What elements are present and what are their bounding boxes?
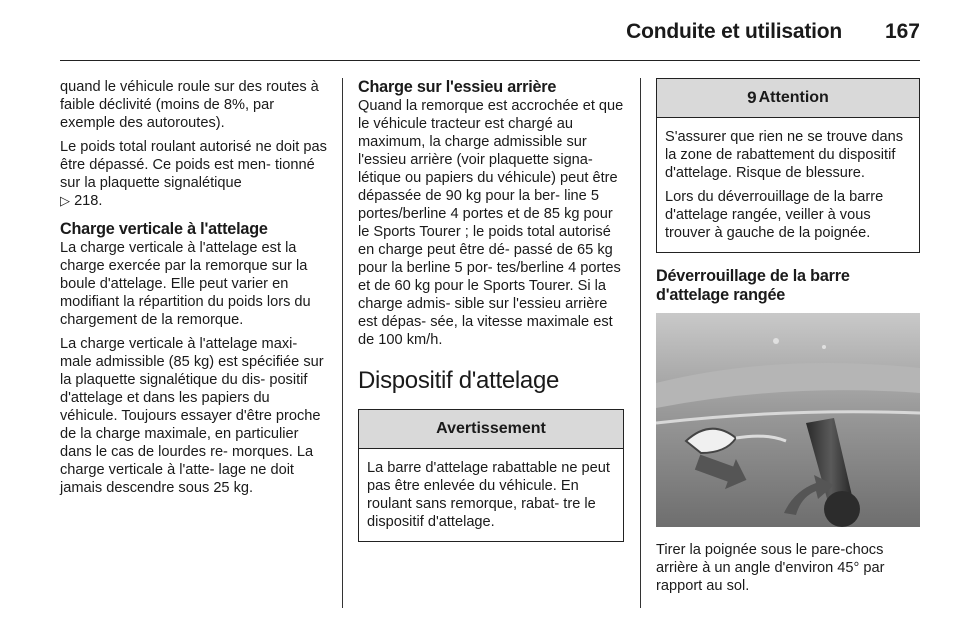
attention-text: S'assurer que rien ne se trouve dans la zone de rabattement du dispositif d'attelage. Risque de blessure. xyxy=(665,129,904,181)
instruction-text: Tirer la poignée sous le pare-chocs arrière à un angle d'environ 45° par rapport au sol. xyxy=(656,542,885,594)
attention-text: Lors du déverrouillage de la barre d'attelage rangée, veiller à vous trouver à gauche de la poignée. xyxy=(665,189,884,241)
paragraph: Le poids total roulant autorisé ne doit pas être dépassé. Ce poids est men- tionné sur la plaquette signalétique ▷ 218. xyxy=(60,139,327,209)
section-heading: Charge sur l'essieu arrière xyxy=(358,78,557,96)
towbar-handle-photo xyxy=(656,313,920,527)
section-heading: Charge verticale à l'attelage xyxy=(60,220,268,238)
column-right xyxy=(656,78,920,601)
section-heading: Déverrouillage de la barre d'attelage rangée xyxy=(656,267,850,304)
paragraph: quand le véhicule roule sur des routes à faible déclivité (moins de 8%, par exemple des autoroutes). xyxy=(60,79,319,131)
notice-box xyxy=(358,409,624,542)
page-reference[interactable]: 218. xyxy=(74,193,103,209)
paragraph: La charge verticale à l'attelage maxi- male admissible (85 kg) est spécifiée sur la plaquette signalétique du dis- positif d'attelage et dans les papiers du véhicule. Toujours essayer d'être proche de la charge maximale, en particulier dans le cas de lourdes re- morques. La charge verticale à l'atte- lage ne doit jamais descendre sous 25 kg. xyxy=(60,336,324,496)
attention-box xyxy=(656,78,920,253)
attention-header xyxy=(657,79,919,118)
column-left xyxy=(60,78,328,503)
chapter-heading: Dispositif d'attelage xyxy=(358,367,560,394)
attention-title: Attention xyxy=(758,89,829,106)
column-middle xyxy=(358,78,624,542)
page-header xyxy=(60,14,920,61)
notice-title: Avertissement xyxy=(359,410,623,449)
column-divider xyxy=(640,78,641,608)
running-title: Conduite et utilisation xyxy=(626,20,842,43)
paragraph: Quand la remorque est accrochée et que le véhicule tracteur est chargé au maximum, la charge admissible sur l'essieu arrière (voir plaquette signa- létique ou papiers du véhicule) peut être dépassée de 90 kg pour la ber- line 5 portes/berline 4 portes et de 85 kg pour le Sports Tourer ; le poids total autorisé en charge peut être dé- passé de 65 kg pour la berline 5 por- tes/berline 4 portes et de 60 kg pour le Sports Tourer. Si la charge admis- sible sur l'essieu arrière est dépas- sée, la vitesse maximale est de 100 km/h. xyxy=(358,98,624,348)
notice-text: La barre d'attelage rabattable ne peut pas être enlevée du véhicule. En roulant sans remorque, rabat- tre le dispositif d'attelage. xyxy=(367,460,610,530)
paragraph: La charge verticale à l'attelage est la charge exercée par la remorque sur la boule d'attelage. Elle peut varier en modifiant la répartition du poids lors du chargement de la remorque. xyxy=(60,240,311,328)
warning-triangle-icon: 9 xyxy=(747,88,757,107)
arrow-right-icon: ▷ xyxy=(60,193,70,208)
column-divider xyxy=(342,78,343,608)
page-number: 167 xyxy=(884,20,920,43)
